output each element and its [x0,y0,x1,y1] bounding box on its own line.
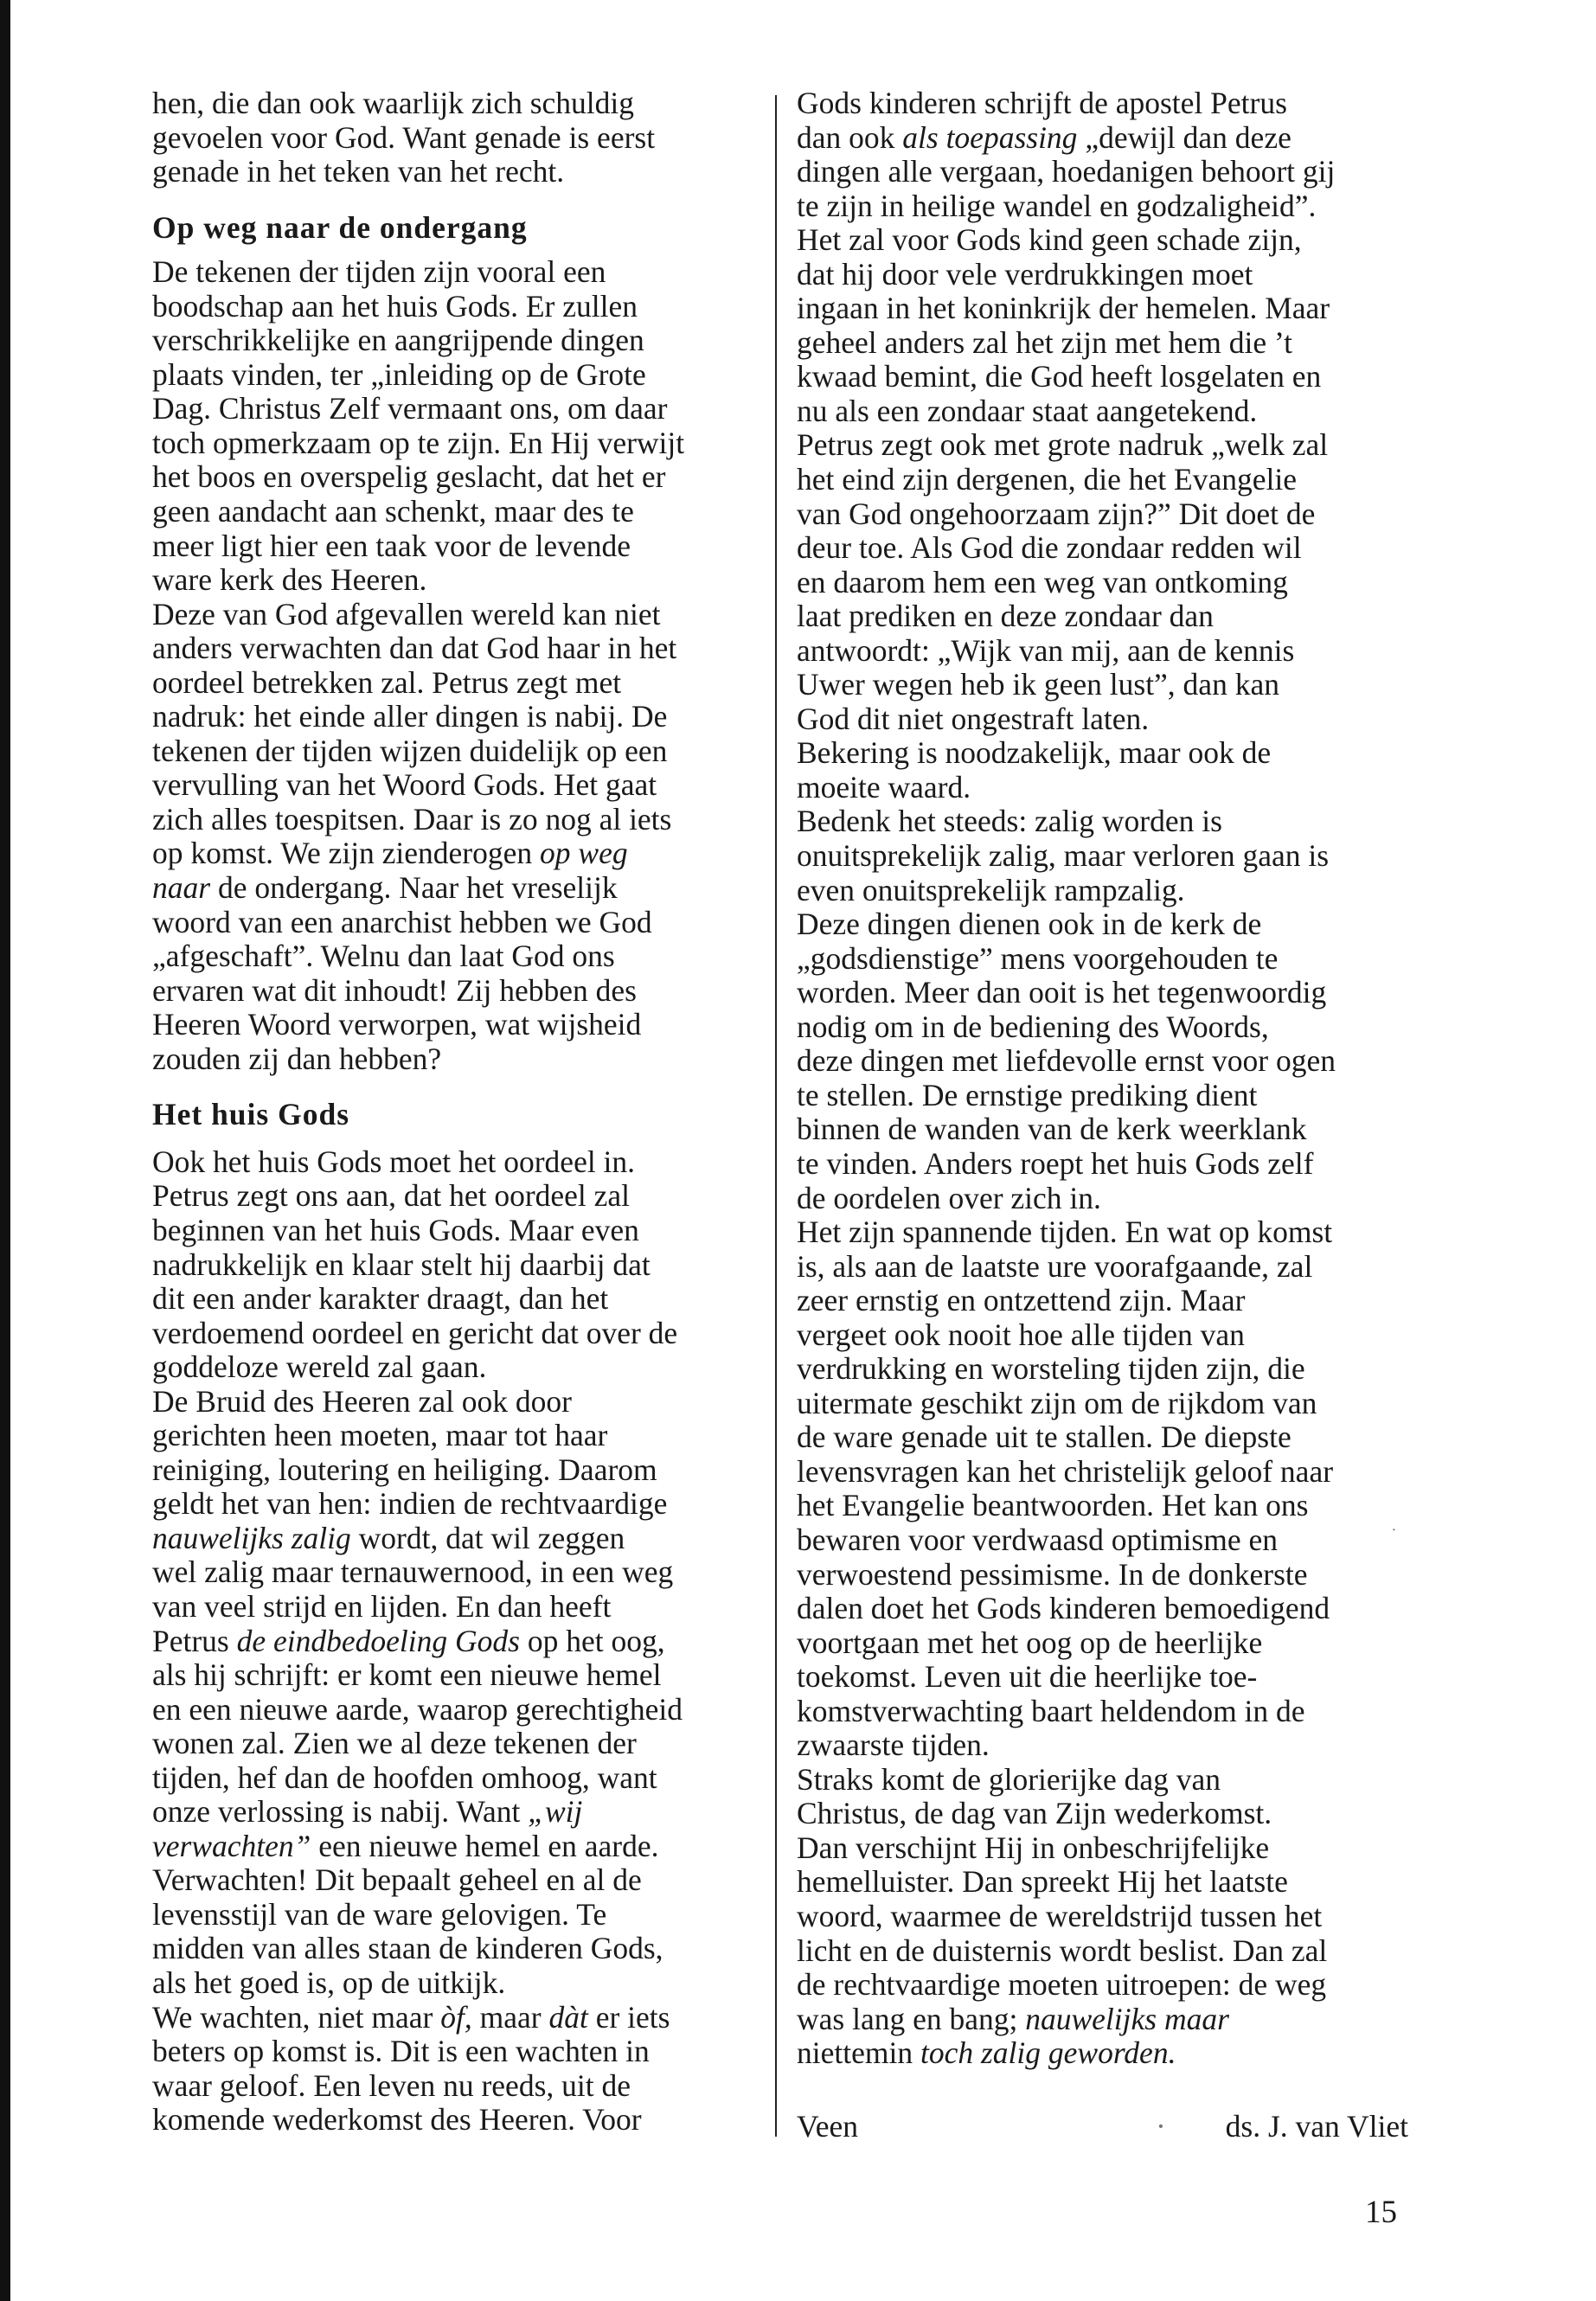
italic-text: nauwelijks maar [1025,2001,1229,2036]
text-run: We wachten, niet maar [152,1999,441,2035]
text-line: nu als een zondaar staat aangetekend. [797,393,1258,428]
text-line: nadrukkelijk en klaar stelt hij daarbij dat [152,1247,651,1282]
italic-text: òf, [440,1999,472,2035]
text-line: te stellen. De ernstige prediking dient [797,1077,1258,1112]
text-line: deze dingen met liefdevolle ernst voor ogen [797,1043,1336,1079]
text-line [152,1795,758,1830]
text-line: hen, die dan ook waarlijk zich schuldig [152,86,634,120]
section-heading: Op weg naar de ondergang [152,209,528,245]
text-line: ingaan in het koninkrijk der hemelen. Maar [797,291,1330,326]
text-line: de ware genade uit te stallen. De diepste [797,1420,1292,1455]
section-heading: Het huis Gods [152,1097,350,1132]
text-line: Dan verschijnt Hij in onbeschrijfelijke [797,1830,1270,1865]
text-line: geldt het van hen: indien de rechtvaardige [152,1486,668,1522]
text-line: verwoestend pessimisme. In de donkerste [797,1556,1308,1592]
text-line: midden van alles staan de kinderen Gods, [152,1931,663,1966]
text-line: oordeel betrekken zal. Petrus zegt met [152,664,622,700]
text-line: woord, waarmee de wereldstrijd tussen het [797,1898,1323,1933]
text-line: Deze van God afgevallen wereld kan niet [152,596,661,631]
text-run: „dewijl dan deze [1077,119,1292,155]
text-line: reiniging, loutering en heiliging. Daarom [152,1452,657,1487]
text-line: dit een ander karakter draagt, dan het [152,1281,609,1317]
text-line: vervulling van het Woord Gods. Het gaat [152,767,657,803]
text-run: een nieuwe hemel en aarde. [311,1828,659,1863]
text-run: onze verlossing is nabij. Want [152,1794,529,1830]
text-line: toch opmerkzaam op te zijn. En Hij verwijt [152,425,685,460]
text-line [152,1522,758,1556]
italic-text: nauwelijks zalig [152,1520,351,1555]
text-line: waar geloof. Een leven nu reeds, uit de [152,2067,631,2103]
text-line: Deze dingen dienen ook in de kerk de [797,907,1262,942]
text-line: wonen zal. Zien we al deze tekenen der [152,1726,637,1761]
text-line: deur toe. Als God die zondaar redden wil [797,530,1302,566]
text-line: verdoemend oordeel en gericht dat over de [152,1315,678,1350]
text-line: woord van een anarchist hebben we God [152,904,652,939]
text-line: tijden, hef dan de hoofden omhoog, want [152,1759,657,1795]
text-line: voortgaan met het oog op de heerlijke [797,1625,1263,1660]
text-line: te zijn in heilige wandel en godzaligheid”. [797,188,1317,223]
right-column [797,87,1411,2071]
binding-edge [0,0,10,2301]
text-line: Gods kinderen schrijft de apostel Petrus [797,86,1287,120]
text-line: plaats vinden, ter „inleiding op de Grote [152,356,646,392]
text-line: als het goed is, op de uitkijk. [152,1965,506,2000]
text-line [152,871,758,906]
text-run: Petrus [152,1623,237,1658]
text-line: De tekenen der tijden zijn vooral een [152,254,606,290]
text-line: wel zalig maar ternauwernood, in een weg [152,1554,674,1590]
text-line: Heeren Woord verworpen, wat wijsheid [152,1007,642,1042]
italic-text: als toepassing [902,119,1078,155]
text-line: uitermate geschikt zijn om de rijkdom van [797,1385,1317,1420]
text-line: ware kerk des Heeren. [152,562,427,598]
text-line [797,2036,1411,2071]
text-run: er iets [587,1999,670,2035]
text-line: is, als aan de laatste ure voorafgaande, zal [797,1248,1313,1284]
text-line: Ook het huis Gods moet het oordeel in. [152,1144,636,1179]
text-line: levensvragen kan het christelijk geloof naar [797,1453,1334,1489]
text-line: het eind zijn dergenen, die het Evangelie [797,462,1297,497]
text-line: Uwer wegen heb ik geen lust”, dan kan [797,667,1279,702]
text-line: komende wederkomst des Heeren. Voor [152,2102,642,2138]
text-line: laat prediken en deze zondaar dan [797,599,1214,634]
text-line [152,1830,758,1864]
text-line: en een nieuwe aarde, waarop gerechtigheid [152,1691,683,1727]
text-line: vergeet ook nooit hoe alle tijden van [797,1317,1245,1352]
signature-author: ds. J. van Vliet [1225,2109,1408,2144]
text-line: meer ligt hier een taak voor de levende [152,528,631,563]
italic-text: op weg [540,836,628,871]
text-line: gerichten heen moeten, maar tot haar [152,1418,608,1453]
signature-dot: · [1156,2109,1166,2144]
text-line: geheel anders zal het zijn met hem die ’t [797,324,1293,360]
text-line: beginnen van het huis Gods. Maar even [152,1212,639,1247]
text-line [152,1625,758,1659]
text-line: het Evangelie beantwoorden. Het kan ons [797,1488,1309,1523]
text-line: onuitsprekelijk zalig, maar verloren gaan is [797,838,1330,874]
text-line [797,2003,1411,2037]
text-run: niettemin [797,2035,920,2071]
text-line: te vinden. Anders roept het huis Gods zelf [797,1145,1314,1181]
text-line: Het zijn spannende tijden. En wat op komst [797,1215,1333,1250]
text-line: De Bruid des Heeren zal ook door [152,1383,573,1419]
text-line: van God ongehoorzaam zijn?” Dit doet de [797,496,1316,531]
italic-text: naar [152,870,211,906]
text-line: zeer ernstig en ontzettend zijn. Maar [797,1283,1246,1318]
text-line: levensstijl van de ware gelovigen. Te [152,1896,607,1932]
text-line: gevoelen voor God. Want genade is eerst [152,119,656,155]
italic-text: toch zalig geworden. [920,2035,1176,2071]
text-run: dan ook [797,119,903,155]
text-line: het boos en overspelig geslacht, dat het er [152,459,666,495]
text-line: bewaren voor verdwaasd optimisme en [797,1522,1278,1557]
italic-text: dàt [548,1999,588,2035]
text-run: op komst. We zijn zienderogen [152,836,541,871]
text-line: nodig om in de bediening des Woords, [797,1009,1269,1044]
text-line: goddeloze wereld zal gaan. [152,1349,487,1385]
text-run: wordt, dat wil zeggen [350,1520,625,1555]
text-line: anders verwachten dan dat God haar in het [152,631,677,666]
text-line: komstverwachting baart heldendom in de [797,1693,1305,1728]
text-line: zouden zij dan hebben? [152,1041,442,1076]
text-line: antwoordt: „Wijk van mij, aan de kennis [797,632,1295,668]
text-line: Bekering is noodzakelijk, maar ook de [797,735,1272,771]
text-line: zwaarste tijden. [797,1727,990,1763]
text-line: beters op komst is. Dit is een wachten in [152,2034,650,2069]
text-line: Dag. Christus Zelf vermaant ons, om daar [152,391,668,426]
text-line: God dit niet ongestraft laten. [797,701,1150,736]
text-line: kwaad bemint, die God heeft losgelaten en [797,359,1322,394]
text-line: ervaren wat dit inhoudt! Zij hebben des [152,972,637,1008]
text-line: dalen doet het Gods kinderen bemoedigend [797,1591,1330,1626]
italic-text: verwachten” [152,1828,311,1863]
text-line: even onuitsprekelijk rampzalig. [797,872,1185,907]
text-line: „godsdienstige” mens voorgehouden te [797,940,1279,976]
text-line [152,2001,758,2035]
text-line: genade in het teken van het recht. [152,154,565,189]
page-number: 15 [1365,2195,1397,2230]
text-line: Verwachten! Dit bepaalt geheel en al de [152,1862,642,1898]
text-line: nadruk: het einde aller dingen is nabij. De [152,699,668,734]
left-column [152,87,758,2138]
text-line: geen aandacht aan schenkt, maar des te [152,494,634,529]
italic-text: „wij [528,1794,583,1830]
text-run: maar [471,1999,549,2035]
text-run: was lang en bang; [797,2001,1026,2036]
text-line: moeite waard. [797,769,971,804]
text-line: Het zal voor Gods kind geen schade zijn, [797,222,1302,258]
text-line: dingen alle vergaan, hoedanigen behoort gij [797,154,1336,189]
text-line: zich alles toespitsen. Daar is zo nog al iets [152,801,672,836]
text-line: dat hij door vele verdrukkingen moet [797,256,1253,292]
text-line: Petrus zegt ook met grote nadruk „welk zal [797,427,1329,463]
text-line: Bedenk het steeds: zalig worden is [797,804,1222,839]
signature-place: Veen [797,2109,858,2144]
text-line: toekomst. Leven uit die heerlijke toe- [797,1659,1258,1695]
column-divider [775,95,777,2137]
text-run: op het oog, [519,1623,665,1658]
text-line: als hij schrijft: er komt een nieuwe hemel [152,1657,662,1693]
text-line: en daarom hem een weg van ontkoming [797,564,1288,599]
text-line: tekenen der tijden wijzen duidelijk op een [152,733,668,768]
text-line: van veel strijd en lijden. En dan heeft [152,1588,612,1624]
italic-text: de eindbedoeling Gods [236,1623,520,1658]
text-line [797,121,1411,156]
text-line: Petrus zegt ons aan, dat het oordeel zal [152,1178,631,1214]
stray-mark: · [1391,1521,1397,1540]
text-line: binnen de wanden van de kerk weerklank [797,1112,1307,1147]
text-line: boodschap aan het huis Gods. Er zullen [152,288,638,324]
text-line: verdrukking en worsteling tijden zijn, die [797,1351,1305,1387]
text-line: hemelluister. Dan spreekt Hij het laatste [797,1864,1288,1900]
text-line: de oordelen over zich in. [797,1180,1101,1215]
text-line [152,836,758,871]
text-run: de ondergang. Naar het vreselijk [210,870,618,906]
text-line: „afgeschaft”. Welnu dan laat God ons [152,939,615,974]
text-line: verschrikkelijke en aangrijpende dingen [152,323,644,358]
text-line: Christus, de dag van Zijn wederkomst. [797,1796,1272,1831]
text-line: de rechtvaardige moeten uitroepen: de weg [797,1967,1327,2003]
text-line: Straks komt de glorierijke dag van [797,1761,1221,1797]
text-line: licht en de duisternis wordt beslist. Dan zal [797,1932,1328,1968]
text-line: worden. Meer dan ooit is het tegenwoordig [797,975,1327,1010]
